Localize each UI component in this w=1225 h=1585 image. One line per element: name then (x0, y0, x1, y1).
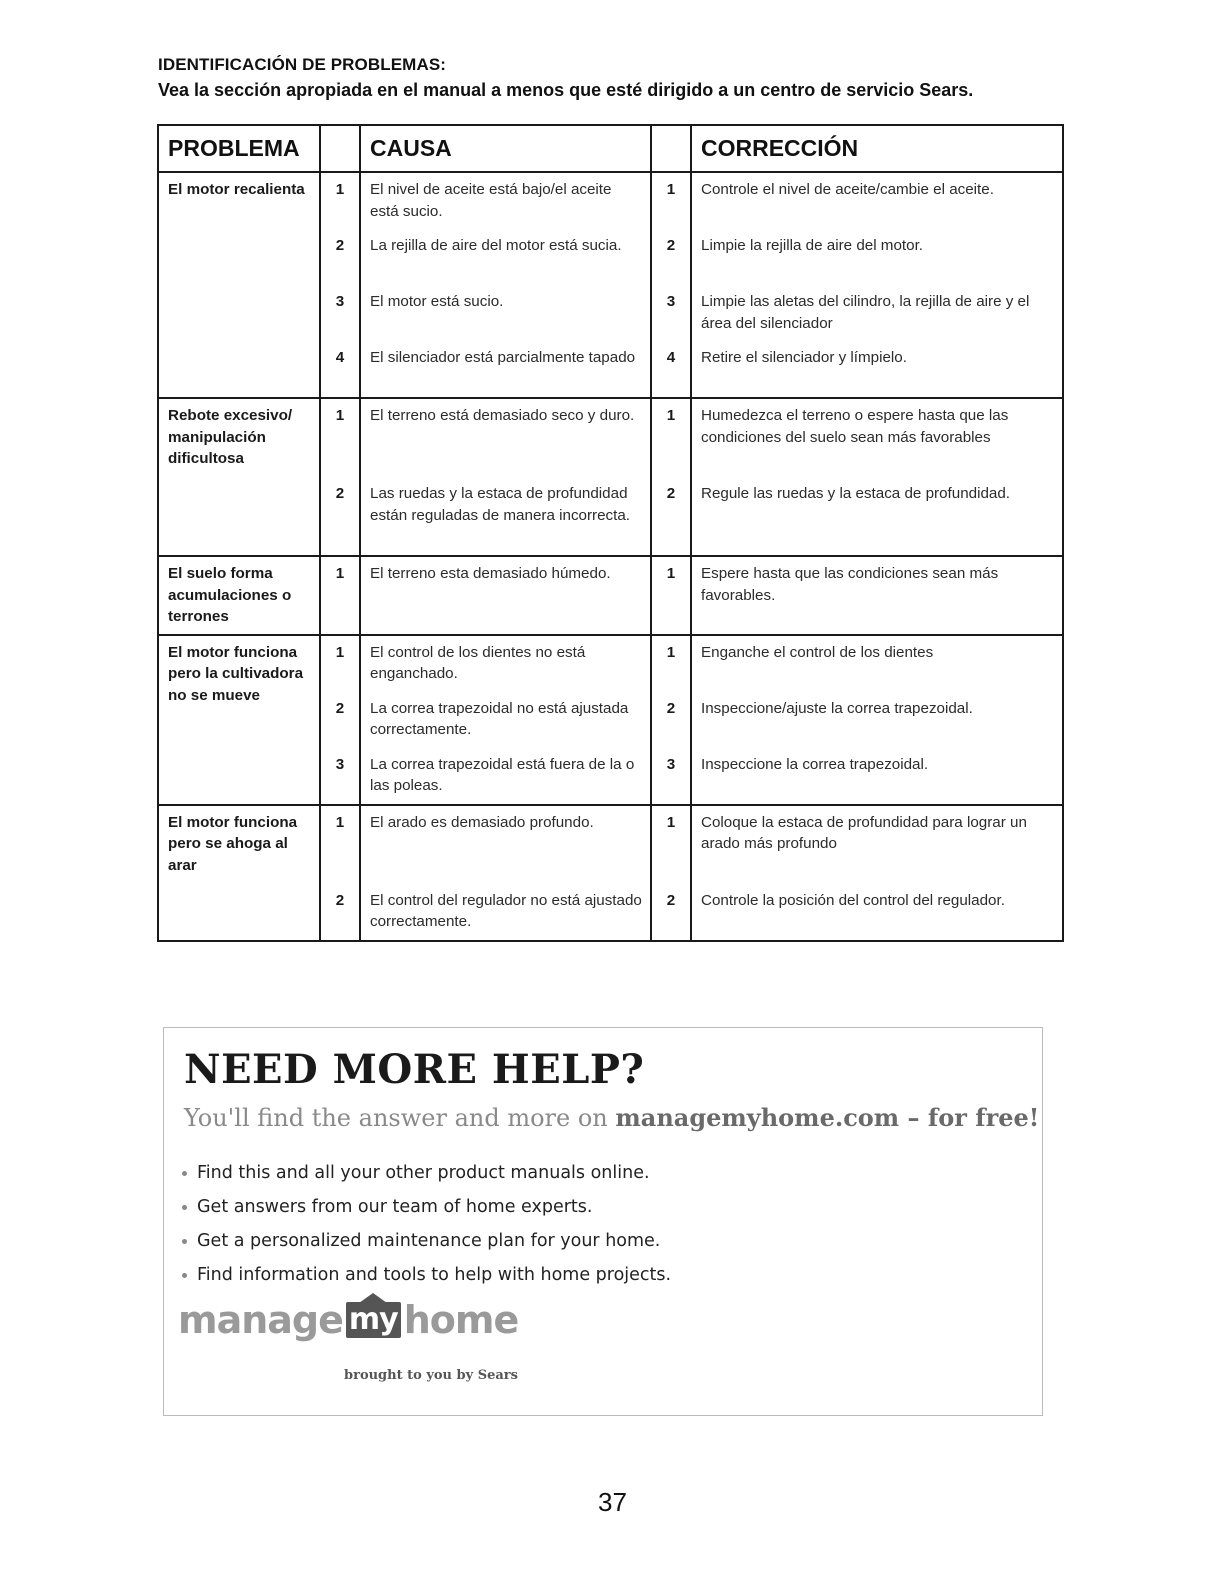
table-row (158, 556, 1063, 635)
list-item: Get a personalized maintenance plan for your home. (182, 1224, 671, 1258)
correction-number: 3 (666, 755, 676, 773)
correction-number-cell (651, 635, 691, 805)
correction-number: 2 (666, 485, 676, 502)
header-problem: PROBLEMA (158, 125, 320, 172)
cause-number: 1 (335, 643, 345, 661)
correction-cell (691, 398, 1063, 556)
header-cause-number (320, 125, 360, 172)
cause-number: 3 (335, 755, 345, 773)
problem-cell: El motor funciona pero se ahoga al arar (158, 805, 320, 941)
table-row (158, 398, 1063, 556)
brought-by-text: brought to you by Sears (344, 1368, 518, 1383)
cause-number: 2 (335, 485, 345, 502)
troubleshooting-table (157, 124, 1064, 942)
correction-number: 3 (666, 293, 676, 310)
problem-cell: El motor recalienta (158, 172, 320, 398)
cause-text: El terreno esta demasiado húmedo. (370, 565, 611, 582)
bullet-icon (182, 1273, 187, 1278)
correction-text: Inspeccione/ajuste la correa trapezoidal. (701, 699, 973, 717)
correction-cell (691, 556, 1063, 635)
cause-number-cell (320, 805, 360, 941)
bullet-icon (182, 1171, 187, 1176)
problem-cell: El motor funciona pero la cultivadora no se mueve (158, 635, 320, 805)
cause-text: El terreno está demasiado seco y duro. (370, 407, 635, 424)
correction-cell (691, 172, 1063, 398)
cause-number: 1 (335, 407, 345, 424)
cause-text: La rejilla de aire del motor está sucia. (370, 237, 622, 254)
table-row (158, 805, 1063, 941)
correction-text: Controle el nivel de aceite/cambie el aceite. (701, 181, 994, 198)
cause-number: 2 (335, 891, 345, 909)
cause-number-cell (320, 635, 360, 805)
correction-number: 1 (666, 407, 676, 424)
correction-number: 1 (666, 565, 676, 582)
cause-text: El silenciador está parcialmente tapado (370, 349, 636, 366)
page-number: 37 (598, 1487, 627, 1517)
correction-number: 2 (666, 891, 676, 909)
correction-text: Limpie las aletas del cilindro, la rejilla de aire y el área del silenciador (701, 293, 1030, 332)
correction-number: 1 (666, 813, 676, 831)
page-title: IDENTIFICACIÓN DE PROBLEMAS: (158, 55, 447, 74)
header-cause: CAUSA (360, 125, 651, 172)
correction-number: 4 (666, 349, 676, 366)
cause-text: El nivel de aceite está bajo/el aceite está sucio. (370, 181, 612, 220)
help-box (163, 1027, 1043, 1416)
table-row (158, 635, 1063, 805)
cause-text: El motor está sucio. (370, 293, 504, 310)
cause-cell (360, 556, 651, 635)
cause-cell (360, 172, 651, 398)
list-item: Find information and tools to help with home projects. (182, 1258, 671, 1292)
help-bullet-list (182, 1156, 671, 1292)
house-icon: my (346, 1302, 401, 1338)
cause-text: La correa trapezoidal está fuera de la o las poleas. (370, 755, 635, 794)
cause-number-cell (320, 556, 360, 635)
header-correction: CORRECCIÓN (691, 125, 1063, 172)
problem-cell: El suelo forma acumulaciones o terrones (158, 556, 320, 635)
correction-text: Limpie la rejilla de aire del motor. (701, 237, 924, 254)
correction-text: Coloque la estaca de profundidad para lograr un arado más profundo (701, 813, 1027, 852)
page-subtitle: Vea la sección apropiada en el manual a menos que esté dirigido a un centro de servicio Sears. (158, 80, 974, 100)
cause-cell (360, 398, 651, 556)
correction-number-cell (651, 398, 691, 556)
cause-text: Las ruedas y la estaca de profundidad están reguladas de manera incorrecta. (370, 485, 631, 524)
correction-number: 2 (666, 699, 676, 717)
list-item: Find this and all your other product manuals online. (182, 1156, 671, 1190)
cause-number: 3 (335, 293, 345, 310)
bullet-icon (182, 1239, 187, 1244)
cause-number: 1 (335, 813, 345, 831)
cause-number: 2 (335, 237, 345, 254)
cause-text: El arado es demasiado profundo. (370, 813, 594, 831)
help-subtitle-suffix: – for free! (899, 1103, 1040, 1132)
cause-cell (360, 635, 651, 805)
cause-text: El control del regulador no está ajustado correctamente. (370, 891, 642, 930)
correction-number-cell (651, 172, 691, 398)
correction-number: 1 (666, 181, 676, 198)
correction-text: Regule las ruedas y la estaca de profundidad. (701, 485, 1011, 502)
correction-text: Humedezca el terreno o espere hasta que las condiciones del suelo sean más favorables (701, 407, 1009, 446)
correction-text: Enganche el control de los dientes (701, 643, 934, 661)
help-subtitle-prefix: You'll find the answer and more on (184, 1104, 616, 1132)
managemyhome-logo: manage my home (178, 1298, 518, 1342)
bullet-icon (182, 1205, 187, 1210)
cause-number: 4 (335, 349, 345, 366)
correction-text: Controle la posición del control del regulador. (701, 891, 1005, 909)
cause-number: 1 (335, 181, 345, 198)
correction-text: Retire el silenciador y límpielo. (701, 349, 907, 366)
header-correction-number (651, 125, 691, 172)
correction-number-cell (651, 556, 691, 635)
cause-number: 2 (335, 699, 345, 717)
correction-cell (691, 635, 1063, 805)
table-row (158, 172, 1063, 398)
cause-cell (360, 805, 651, 941)
correction-number: 2 (666, 237, 676, 254)
help-title: NEED MORE HELP? (184, 1046, 645, 1093)
cause-text: El control de los dientes no está enganchado. (370, 643, 586, 682)
correction-text: Inspeccione la correa trapezoidal. (701, 755, 929, 773)
help-subtitle (184, 1103, 1039, 1132)
cause-number: 1 (335, 565, 345, 582)
correction-number-cell (651, 805, 691, 941)
help-site-link[interactable]: managemyhome.com (615, 1103, 900, 1132)
correction-text: Espere hasta que las condiciones sean más favorables. (701, 565, 999, 604)
correction-number: 1 (666, 643, 676, 661)
cause-number-cell (320, 398, 360, 556)
correction-cell (691, 805, 1063, 941)
problem-cell: Rebote excesivo/ manipulación dificultosa (158, 398, 320, 556)
list-item: Get answers from our team of home experts. (182, 1190, 671, 1224)
cause-number-cell (320, 172, 360, 398)
cause-text: La correa trapezoidal no está ajustada correctamente. (370, 699, 629, 738)
table-header-row (158, 125, 1063, 172)
